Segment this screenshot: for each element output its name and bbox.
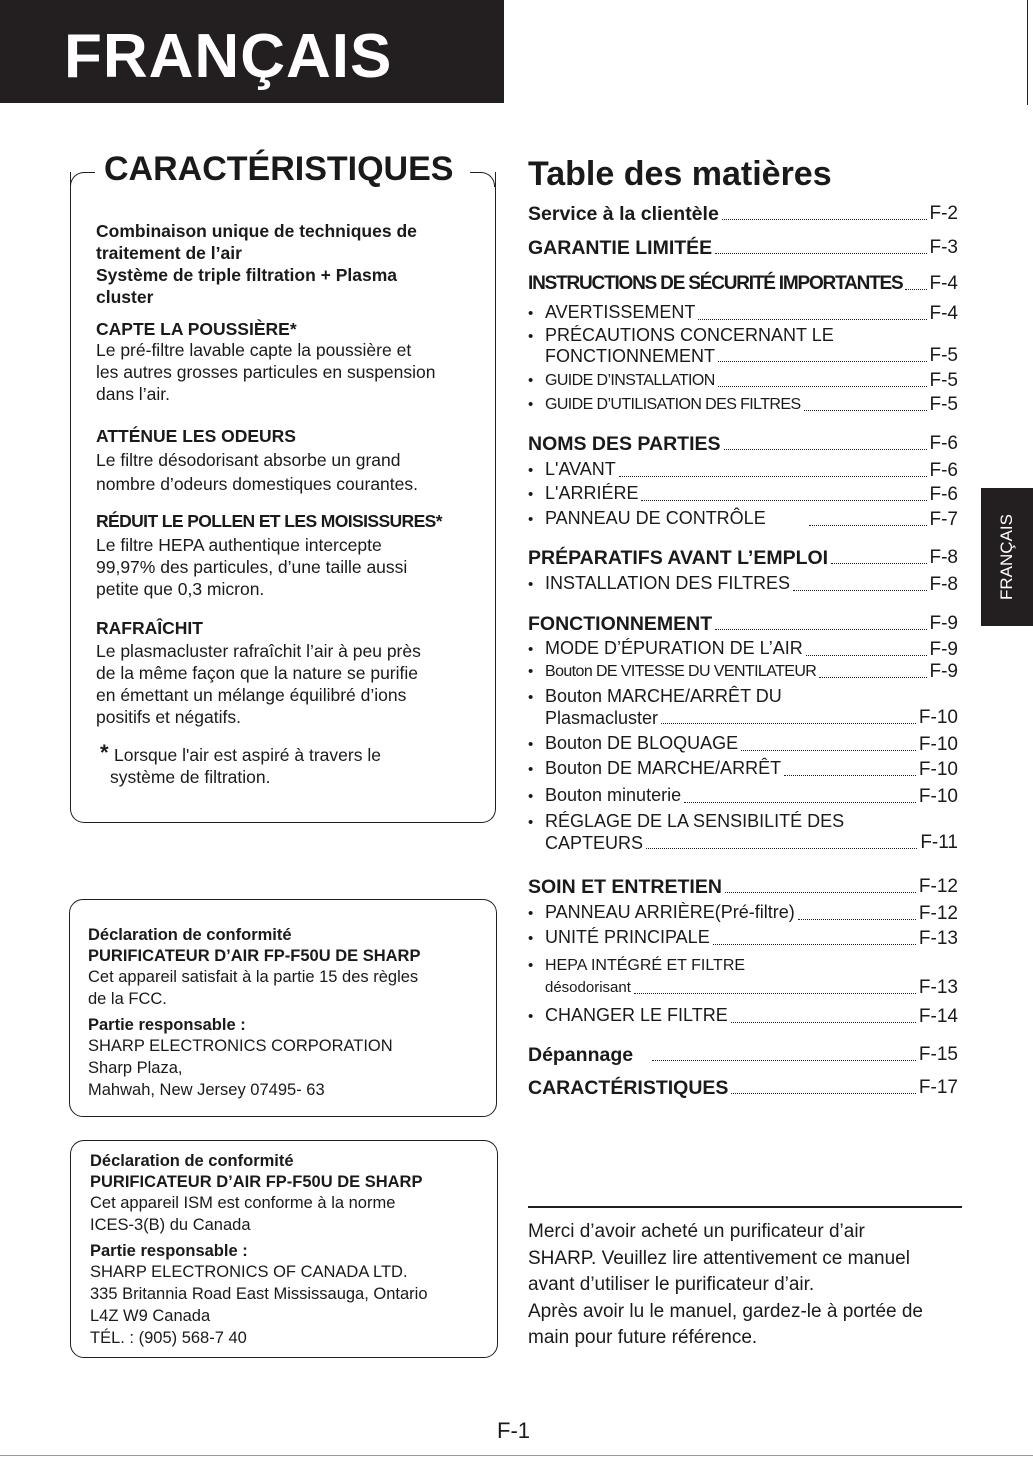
toc-entry[interactable]: [528, 273, 958, 295]
toc-entry-label: CARACTÉRISTIQUES: [528, 1077, 729, 1099]
toc-entry[interactable]: [528, 301, 958, 325]
ices-party-title: Partie responsable :: [90, 1242, 248, 1260]
toc-entry[interactable]: [528, 394, 958, 416]
refresh-text: en émettant un mélange équilibré d’ions: [96, 685, 407, 705]
toc-entry[interactable]: [528, 732, 958, 756]
toc-leader: [634, 993, 916, 994]
refresh-text: positifs et négatifs.: [96, 707, 241, 727]
toc-leader: [724, 449, 927, 450]
toc-leader: [684, 802, 916, 803]
toc-entry-page: F-12: [918, 876, 958, 897]
fcc-party: Mahwah, New Jersey 07495- 63: [88, 1081, 325, 1099]
toc-leader: [793, 590, 926, 591]
thanks-line: Merci d’avoir acheté un purificateur d’air: [528, 1221, 865, 1242]
toc-entry-page: F-10: [918, 759, 958, 780]
toc-entry-page: F-6: [929, 433, 958, 454]
fcc-product: PURIFICATEUR D’AIR FP-F50U DE SHARP: [88, 947, 421, 965]
side-tab-label: FRANÇAIS: [997, 514, 1016, 600]
toc-entry-page: F-13: [918, 977, 958, 998]
toc-entry-page: F-6: [929, 484, 958, 505]
toc-entry-label: Dépannage: [528, 1044, 634, 1066]
dust-text: les autres grosses particules en suspension: [96, 362, 436, 382]
toc-entry[interactable]: [528, 757, 958, 781]
toc-entry-label: • Bouton DE BLOQUAGE: [528, 732, 738, 756]
toc-leader: [798, 919, 916, 920]
refresh-text: de la même façon que la nature se purifie: [96, 663, 418, 683]
toc-leader: [819, 677, 926, 678]
footnote-text: Lorsque l'air est aspiré à travers le: [114, 745, 381, 765]
toc-entry-label: • MODE D’ÉPURATION DE L’AIR: [528, 637, 803, 661]
toc-entry-label: désodorisant: [545, 979, 631, 996]
toc-entry[interactable]: [528, 1004, 958, 1028]
toc-leader: [646, 848, 917, 849]
toc-entry[interactable]: [528, 613, 958, 635]
thanks-line: SHARP. Veuillez lire attentivement ce manuel: [528, 1247, 910, 1269]
toc-entry-label: NOMS DES PARTIES: [528, 433, 721, 455]
toc-entry[interactable]: [528, 901, 958, 925]
toc-entry[interactable]: [528, 784, 958, 808]
toc-entry-label: • UNITÉ PRINCIPALE: [528, 926, 710, 950]
toc-entry-page: F-3: [929, 237, 958, 258]
toc-leader: [905, 289, 926, 290]
toc-entry-label[interactable]: • RÉGLAGE DE LA SENSIBILITÉ DES: [528, 810, 844, 834]
toc-entry[interactable]: [528, 1044, 958, 1066]
odor-title: ATTÉNUE LES ODEURS: [96, 426, 296, 446]
intro-line: cluster: [96, 287, 154, 307]
thanks-line: main pour future référence.: [528, 1327, 758, 1348]
toc-entry[interactable]: [528, 345, 958, 367]
toc-entry-page: F-10: [918, 734, 958, 755]
dust-text: Le pré-filtre lavable capte la poussière et: [96, 340, 412, 360]
toc-entry-label: • GUIDE D’UTILISATION DES FILTRES: [528, 394, 801, 416]
toc-leader: [715, 253, 926, 254]
toc-entry-label: • L'AVANT: [528, 458, 616, 482]
toc-entry-label: Service à la clientèle: [528, 203, 719, 225]
toc-entry-label: FONCTIONNEMENT: [528, 613, 713, 635]
refresh-title: RAFRAÎCHIT: [96, 618, 203, 638]
ices-party: 335 Britannia Road East Mississauga, Ontario: [90, 1285, 428, 1303]
toc-entry[interactable]: [528, 926, 958, 950]
intro-line: Combinaison unique de techniques de: [96, 221, 417, 241]
toc-entry[interactable]: [528, 637, 958, 661]
toc-entry[interactable]: [528, 977, 958, 999]
toc-entry-label: PRÉPARATIFS AVANT L’EMPLOI: [528, 547, 829, 569]
toc-entry-page: F-10: [918, 707, 958, 728]
ices-party: TÉL. : (905) 568-7 40: [90, 1329, 247, 1347]
dust-title: CAPTE LA POUSSIÈRE*: [96, 319, 297, 339]
toc-entry-label: • CHANGER LE FILTRE: [528, 1004, 728, 1028]
fcc-party-title: Partie responsable :: [88, 1016, 246, 1034]
toc-leader: [731, 1022, 916, 1023]
toc-entry-page: F-8: [929, 574, 958, 595]
toc-entry-label: • INSTALLATION DES FILTRES: [528, 572, 790, 596]
pollen-text: Le filtre HEPA authentique intercepte: [96, 535, 382, 555]
toc-leader: [652, 1060, 916, 1061]
toc-entry-page: F-5: [929, 345, 958, 366]
toc-entry[interactable]: [528, 482, 958, 506]
toc-entry-label: • AVERTISSEMENT: [528, 301, 695, 325]
ices-party: L4Z W9 Canada: [90, 1307, 211, 1325]
toc-entry-page: F-17: [918, 1077, 958, 1098]
toc-entry[interactable]: [528, 370, 958, 392]
toc-entry-page: F-11: [920, 832, 958, 853]
pollen-title: RÉDUIT LE POLLEN ET LES MOISISSURES*: [96, 511, 442, 531]
toc-leader: [718, 361, 927, 362]
fcc-text: Cet appareil satisfait à la partie 15 des règles: [88, 968, 419, 986]
toc-entry-page: F-8: [929, 547, 958, 568]
separator-line: [528, 1206, 962, 1208]
toc-entry[interactable]: [528, 1077, 958, 1099]
toc-entry[interactable]: [528, 547, 958, 569]
toc-entry-page: F-5: [929, 370, 958, 391]
toc-entry-page: F-9: [929, 613, 958, 634]
toc-entry-label: • Bouton DE MARCHE/ARRÊT: [528, 757, 781, 781]
toc-leader: [731, 1093, 915, 1094]
thanks-line: avant d’utiliser le purificateur d’air.: [528, 1274, 815, 1295]
toc-entry-label[interactable]: • Bouton MARCHE/ARRÊT DU: [528, 685, 782, 709]
footnote-star: *: [100, 740, 109, 765]
toc-entry[interactable]: [528, 507, 958, 531]
toc-entry-label: • PANNEAU ARRIÈRE(Pré-filtre): [528, 901, 795, 925]
toc-entry-label: SOIN ET ENTRETIEN: [528, 876, 722, 898]
toc-entry-page: F-13: [918, 928, 958, 949]
toc-leader: [661, 723, 916, 724]
intro-line: Système de triple filtration + Plasma: [96, 265, 398, 285]
toc-leader: [741, 750, 916, 751]
toc-leader: [715, 629, 926, 630]
toc-entry-label: • L'ARRIÉRE: [528, 482, 638, 506]
toc-leader: [806, 655, 927, 656]
ices-title: Déclaration de conformité: [90, 1152, 294, 1170]
toc-entry[interactable]: [528, 876, 958, 898]
toc-entry-page: F-10: [918, 786, 958, 807]
toc-entry-label: • PANNEAU DE CONTRÔLE: [528, 507, 766, 531]
toc-entry-page: F-4: [929, 303, 958, 324]
odor-text: nombre d’odeurs domestiques courantes.: [96, 474, 418, 494]
toc-leader: [718, 386, 927, 387]
toc-entry[interactable]: [528, 572, 958, 596]
odor-text: Le filtre désodorisant absorbe un grand: [96, 450, 401, 470]
toc-entry-page: F-12: [918, 903, 958, 924]
ices-text: ICES-3(B) du Canada: [90, 1216, 251, 1234]
toc-entry-page: F-5: [929, 394, 958, 415]
toc-entry-label: Plasmacluster: [545, 708, 659, 728]
toc-entry-label: • Bouton minuterie: [528, 784, 681, 808]
ices-party: SHARP ELECTRONICS OF CANADA LTD.: [90, 1263, 408, 1281]
dust-text: dans l’air.: [96, 384, 170, 404]
toc-entry-label: INSTRUCTIONS DE SÉCURITÉ IMPORTANTES: [528, 273, 903, 294]
toc-entry[interactable]: [528, 832, 958, 854]
page-bottom-line: [0, 1455, 1033, 1456]
page-number: F-1: [497, 1418, 530, 1443]
pollen-text: petite que 0,3 micron.: [96, 579, 265, 599]
fcc-party: Sharp Plaza,: [88, 1059, 183, 1077]
toc-entry-label: • GUIDE D’INSTALLATION: [528, 370, 715, 392]
thanks-line: Après avoir lu le manuel, gardez-le à portée de: [528, 1300, 924, 1322]
toc-entry-label: CAPTEURS: [545, 833, 644, 853]
toc-heading: Table des matières: [528, 155, 832, 193]
toc-entry-page: F-9: [929, 661, 958, 682]
language-side-tab[interactable]: [981, 488, 1033, 626]
toc-entry-label: FONCTIONNEMENT: [545, 346, 715, 366]
toc-leader: [725, 892, 916, 893]
toc-leader: [809, 525, 927, 526]
toc-entry-page: F-9: [929, 639, 958, 660]
toc-leader: [722, 219, 927, 220]
toc-entry-page: F-2: [929, 203, 958, 224]
toc-leader: [641, 500, 926, 501]
toc-leader: [619, 476, 927, 477]
features-heading: CARACTÉRISTIQUES: [100, 150, 457, 189]
fcc-party: SHARP ELECTRONICS CORPORATION: [88, 1037, 393, 1055]
footnote-text: système de filtration.: [110, 767, 271, 787]
toc-leader: [698, 319, 926, 320]
toc-leader: [831, 563, 926, 564]
toc-entry[interactable]: [528, 433, 958, 455]
ices-text: Cet appareil ISM est conforme à la norme: [90, 1194, 396, 1212]
toc-leader: [804, 410, 927, 411]
toc-entry-label: GARANTIE LIMITÉE: [528, 237, 713, 259]
thanks-note: [528, 1219, 923, 1352]
refresh-text: Le plasmacluster rafraîchit l’air à peu près: [96, 641, 421, 661]
toc-entry[interactable]: [528, 203, 958, 225]
toc-entry-label[interactable]: • PRÉCAUTIONS CONCERNANT LE: [528, 324, 834, 348]
toc-entry-page: F-15: [918, 1044, 958, 1065]
pollen-text: 99,97% des particules, d’une taille aussi: [96, 557, 408, 577]
toc-entry-page: F-6: [929, 460, 958, 481]
toc-leader: [713, 944, 916, 945]
ices-product: PURIFICATEUR D’AIR FP-F50U DE SHARP: [90, 1173, 423, 1191]
language-title: FRANÇAIS: [64, 22, 393, 91]
toc-entry-page: F-7: [929, 509, 958, 530]
toc-entry[interactable]: [528, 661, 958, 683]
toc-entry-page: F-14: [918, 1006, 958, 1027]
toc-entry[interactable]: [528, 707, 958, 729]
toc-entry-label: • Bouton DE VITESSE DU VENTILATEUR: [528, 661, 816, 683]
toc-entry[interactable]: [528, 458, 958, 482]
intro-line: traitement de l’air: [96, 243, 242, 263]
fcc-text: de la FCC.: [88, 990, 167, 1008]
toc-entry[interactable]: [528, 237, 958, 259]
toc-entry-page: F-4: [929, 273, 958, 294]
page-edge-line: [1027, 0, 1028, 105]
fcc-title: Déclaration de conformité: [88, 926, 292, 944]
toc-leader: [784, 775, 916, 776]
toc-entry-label[interactable]: • HEPA INTÉGRÉ ET FILTRE: [528, 955, 745, 977]
